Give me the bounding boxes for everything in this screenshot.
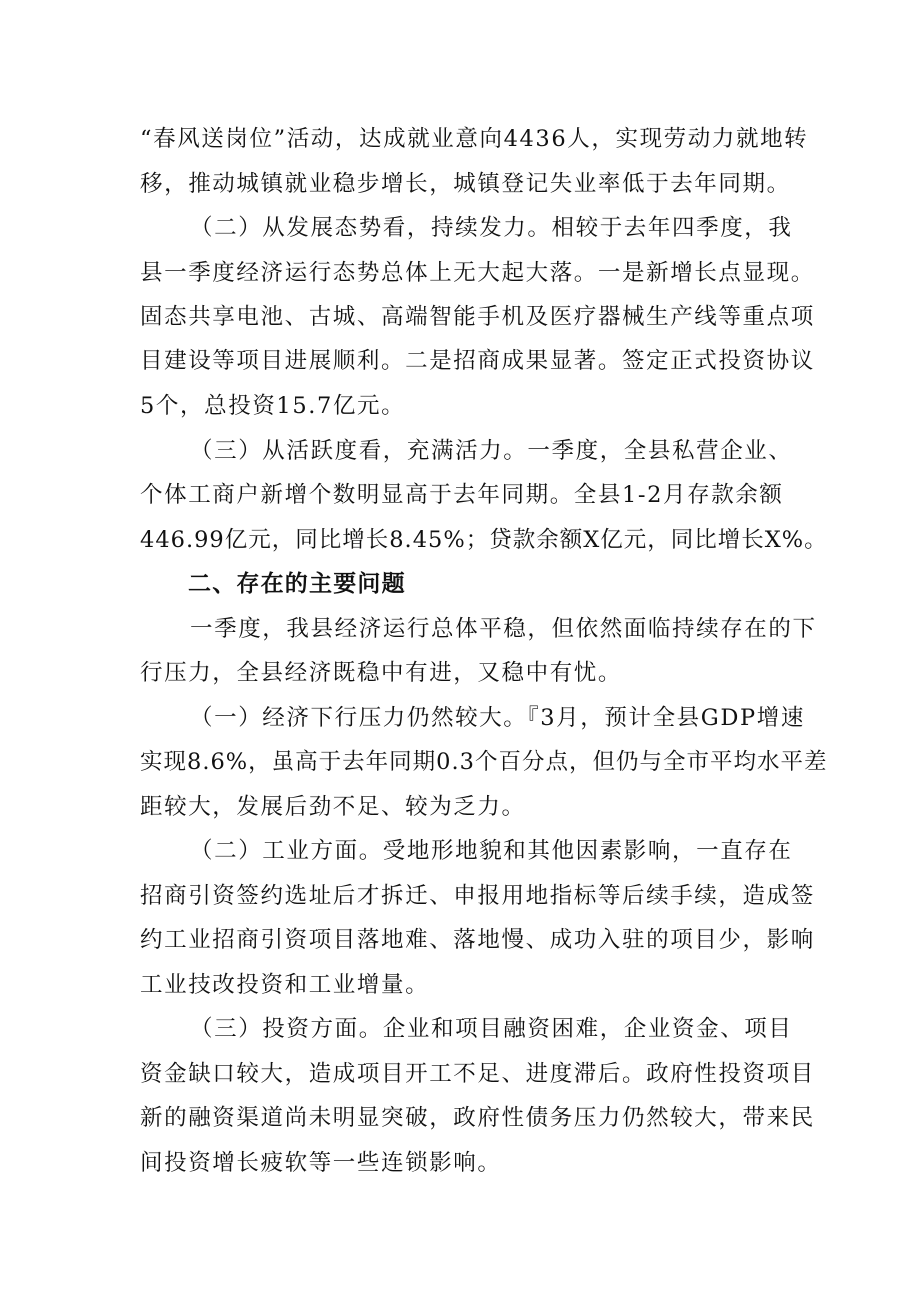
paragraph-line: “春风送岗位”活动，达成就业意向4436人，实现劳动力就地转 — [140, 126, 809, 152]
paragraph-line: 个体工商户新增个数明显高于去年同期。全县1-2月存款余额 — [140, 482, 784, 508]
paragraph-line: 固态共享电池、古城、高端智能手机及医疗器械生产线等重点项 — [140, 304, 815, 330]
paragraph-line: （一）经济下行压力仍然较大。『3月，预计全县GDP增速 — [190, 705, 805, 731]
paragraph-line: 招商引资签约选址后才拆迁、申报用地指标等后续手续，造成签 — [140, 883, 815, 909]
paragraph-line: 一季度，我县经济运行总体平稳，但依然面临持续存在的下 — [190, 616, 817, 642]
paragraph-line: （二）从发展态势看，持续发力。相较于去年四季度，我 — [190, 215, 793, 241]
section-heading: 二、存在的主要问题 — [188, 571, 406, 597]
paragraph-line: 县一季度经济运行态势总体上无大起大落。一是新增长点显现。 — [140, 260, 815, 286]
paragraph-line: （二）工业方面。受地形地貌和其他因素影响，一直存在 — [190, 838, 793, 864]
paragraph-line: 目建设等项目进展顺利。二是招商成果显著。签定正式投资协议 — [140, 348, 815, 374]
paragraph-line: 446.99亿元，同比增长8.45%；贷款余额X亿元，同比增长X%。 — [140, 527, 828, 553]
paragraph-line: 移，推动城镇就业稳步增长，城镇登记失业率低于去年同期。 — [140, 171, 791, 197]
paragraph-line: （三）从活跃度看，充满活力。一季度，全县私营企业、 — [190, 438, 793, 464]
paragraph-line: 间投资增长疲软等一些连锁影响。 — [140, 1150, 502, 1176]
paragraph-line: 工业技改投资和工业增量。 — [140, 972, 430, 998]
paragraph-line: 实现8.6%，虽高于去年同期0.3个百分点，但仍与全市平均水平差 — [140, 749, 828, 775]
paragraph-line: 距较大，发展后劲不足、较为乏力。 — [140, 794, 526, 820]
paragraph-line: 新的融资渠道尚未明显突破，政府性债务压力仍然较大，带来民 — [140, 1105, 815, 1131]
paragraph-line: 行压力，全县经济既稳中有进，又稳中有忧。 — [140, 660, 623, 686]
paragraph-line: 5个，总投资15.7亿元。 — [140, 393, 406, 419]
paragraph-line: 资金缺口较大，造成项目开工不足、进度滞后。政府性投资项目 — [140, 1061, 815, 1087]
paragraph-line: 约工业招商引资项目落地难、落地慢、成功入驻的项目少，影响 — [140, 927, 815, 953]
paragraph-line: （三）投资方面。企业和项目融资困难，企业资金、项目 — [190, 1016, 793, 1042]
